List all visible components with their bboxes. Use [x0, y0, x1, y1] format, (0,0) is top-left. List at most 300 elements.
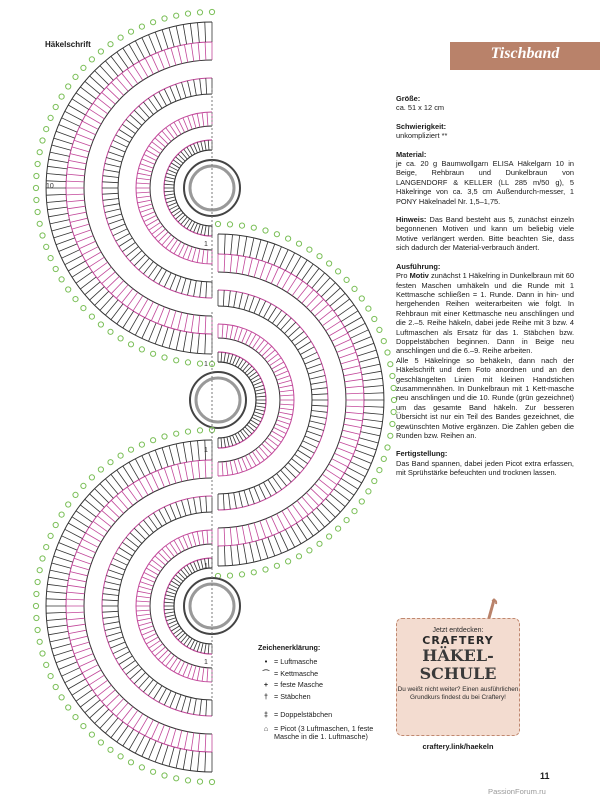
- picot-mark: [209, 9, 214, 14]
- picot-mark: [108, 329, 113, 334]
- stitch-mark: [226, 462, 228, 476]
- picot-mark: [296, 554, 301, 559]
- stitch-mark: [280, 404, 294, 405]
- stitch-mark: [254, 412, 264, 415]
- stitch-mark: [62, 668, 80, 677]
- picot-mark: [296, 241, 301, 246]
- picot-mark: [48, 533, 53, 538]
- stitch-mark: [164, 309, 170, 326]
- stitch-mark: [206, 282, 207, 298]
- legend-item-label: = Kettmasche: [274, 668, 319, 678]
- stitch-mark: [310, 421, 326, 425]
- stitch-mark: [178, 244, 184, 257]
- stitch-mark: [135, 41, 144, 59]
- stitch-mark: [52, 563, 71, 568]
- picot-mark: [307, 247, 312, 252]
- stitch-mark: [82, 665, 98, 673]
- stitch-mark: [159, 270, 167, 284]
- stitch-mark: [208, 226, 209, 236]
- stitch-mark: [68, 261, 85, 271]
- stitch-mark: [190, 751, 193, 771]
- stitch-mark: [202, 113, 204, 127]
- stitch-mark: [49, 159, 69, 162]
- picot-mark: [377, 327, 382, 332]
- picot-mark: [89, 314, 94, 319]
- craftery-promo-box[interactable]: [396, 618, 520, 736]
- size-value: ca. 51 x 12 cm: [396, 103, 445, 113]
- stitch-mark: [188, 247, 193, 260]
- picot-mark: [286, 236, 291, 241]
- stitch-mark: [169, 747, 174, 766]
- stitch-mark: [337, 346, 354, 353]
- stitch-mark: [298, 342, 312, 351]
- stitch-mark: [46, 612, 66, 613]
- stitch-mark: [144, 633, 157, 639]
- stitch-mark: [176, 26, 180, 46]
- stitch-mark: [206, 78, 207, 94]
- stitch-mark: [206, 700, 207, 716]
- promo-title-line-2: SCHULE: [419, 664, 497, 683]
- picot-mark: [174, 431, 179, 436]
- stitch-mark: [62, 250, 80, 259]
- picot-mark: [274, 232, 279, 237]
- stitch-mark: [238, 459, 243, 472]
- stitch-mark: [142, 630, 155, 635]
- stitch-mark: [242, 330, 247, 343]
- stitch-mark: [119, 238, 132, 247]
- stitch-mark: [262, 444, 272, 454]
- picot-mark: [118, 35, 123, 40]
- stitch-mark: [103, 176, 119, 178]
- stitch-mark: [142, 738, 151, 756]
- picot-mark: [59, 94, 64, 99]
- page-title: Tischband: [490, 45, 560, 62]
- stitch-mark: [250, 238, 254, 258]
- stitch-mark: [54, 556, 73, 562]
- picot-mark: [81, 483, 86, 488]
- stitch-mark: [274, 366, 287, 372]
- execution-paragraph-2: Alle 5 Häkelringe so behäkeln, dann nach der Häkelschrift und dem Foto anordnen und an den geschlängelten Linien mit kleinen Handstichen zusammennähen. In Dunkelbraun mit 1 Kett-masche neu anschlingen und die 10. Runde (grün gezeichnet) um das gesamte Band häkeln. Zur besseren Übersicht ist nur ein Teil des Bandes gezeichnet, die gewünschten Motive ergänzen. Die Zahlen geben die Runden bzw. Reihen an.: [396, 355, 574, 440]
- picot-mark: [53, 522, 58, 527]
- stitch-mark: [166, 173, 176, 176]
- stitch-mark: [155, 32, 162, 51]
- stitch-mark: [207, 112, 208, 126]
- stitch-mark: [188, 698, 192, 714]
- promo-intro: Jetzt entdecken:: [432, 627, 484, 634]
- stitch-mark: [169, 446, 174, 465]
- stitch-mark: [233, 435, 237, 444]
- stitch-mark: [49, 213, 69, 216]
- stitch-mark: [169, 166, 178, 171]
- stitch-mark: [239, 293, 243, 309]
- picot-mark: [162, 16, 167, 21]
- stitch-mark: [151, 722, 159, 738]
- picot-mark: [139, 442, 144, 447]
- stitch-mark: [69, 212, 87, 215]
- stitch-mark: [93, 103, 108, 114]
- stitch-mark: [171, 729, 176, 746]
- material-label: Material:: [396, 149, 427, 159]
- stitch-mark: [154, 268, 163, 282]
- stitch-mark: [262, 346, 272, 356]
- hint-text: Das Band besteht aus 5, zunächst einzeln begonnenen Motiven und kann um beliebig viele Motive verlängert werden. Bitte beachten Sie, dass sich dadurch der Material-verbrauch ändert.: [396, 215, 574, 253]
- picot-mark: [40, 651, 45, 656]
- stitch-mark: [248, 258, 252, 276]
- stitch-mark: [165, 194, 175, 196]
- stitch-mark: [190, 23, 193, 43]
- stitch-mark: [110, 642, 125, 648]
- stitch-mark: [171, 311, 176, 328]
- stitch-mark: [346, 393, 364, 394]
- stitch-mark: [248, 524, 252, 542]
- stitch-mark: [102, 600, 118, 601]
- stitch-mark: [363, 419, 383, 422]
- stitch-mark: [308, 426, 323, 431]
- stitch-mark: [139, 168, 153, 172]
- stitch-mark: [139, 299, 148, 315]
- stitch-mark: [47, 207, 67, 210]
- stitch-mark: [190, 333, 193, 353]
- stitch-mark: [279, 412, 293, 415]
- stitch-mark: [184, 463, 187, 481]
- stitch-mark: [224, 438, 226, 448]
- picot-mark: [53, 684, 58, 689]
- stitch-mark: [62, 536, 80, 545]
- stitch-mark: [357, 350, 376, 356]
- picot-mark: [34, 197, 39, 202]
- stitch-mark: [280, 532, 289, 550]
- stitch-mark: [170, 504, 176, 519]
- picot-mark: [59, 512, 64, 517]
- picot-mark: [108, 747, 113, 752]
- stitch-mark: [254, 298, 260, 313]
- stitch-mark: [280, 408, 294, 410]
- legend-item-label: = Doppelstäbchen: [274, 709, 333, 719]
- stitch-mark: [353, 337, 372, 345]
- stitch-mark: [198, 43, 200, 61]
- stitch-mark: [68, 679, 85, 689]
- stitch-mark: [145, 302, 153, 318]
- stitch-mark: [345, 412, 363, 414]
- stitch-mark: [82, 539, 98, 547]
- stitch-mark: [183, 536, 188, 549]
- stitch-mark: [72, 224, 89, 229]
- stitch-mark: [311, 388, 327, 390]
- stitch-mark: [176, 84, 181, 99]
- stitch-mark: [230, 326, 233, 340]
- picot-mark: [381, 456, 386, 461]
- picot-mark: [73, 492, 78, 497]
- double-crochet-symbol-icon: †: [264, 692, 268, 702]
- stitch-mark: [74, 230, 91, 236]
- picot-mark: [372, 316, 377, 321]
- picot-mark: [197, 361, 202, 366]
- picot-mark: [359, 296, 364, 301]
- stitch-mark: [54, 138, 73, 144]
- stitch-mark: [165, 181, 175, 183]
- stitch-mark: [165, 612, 175, 614]
- stitch-mark: [127, 487, 138, 502]
- stitch-mark: [348, 323, 366, 332]
- stitch-mark: [205, 316, 206, 334]
- picot-mark: [128, 29, 133, 34]
- stitch-mark: [162, 327, 168, 346]
- stitch-mark: [259, 485, 266, 499]
- stitch-mark: [234, 460, 238, 474]
- stitch-mark: [221, 438, 222, 448]
- stitch-mark: [207, 668, 208, 682]
- chain-symbol-icon: •: [264, 656, 268, 666]
- stitch-mark: [198, 733, 200, 751]
- stitch-mark: [104, 170, 120, 173]
- stitch-mark: [201, 559, 203, 569]
- stitch-mark: [68, 624, 86, 627]
- picot-mark: [48, 115, 53, 120]
- stitch-mark: [65, 673, 83, 682]
- stitch-mark: [359, 357, 378, 362]
- stitch-mark: [49, 577, 69, 580]
- stitch-mark: [93, 262, 108, 273]
- picot-mark: [40, 138, 45, 143]
- picot-mark: [162, 355, 167, 360]
- stitch-mark: [67, 592, 85, 594]
- picot-mark: [197, 10, 202, 15]
- picot-mark: [390, 373, 395, 378]
- stitch-mark: [262, 539, 268, 558]
- picot-mark: [48, 256, 53, 261]
- stitch-mark: [69, 630, 87, 633]
- legend-title: Zeichenerklärung:: [258, 643, 321, 652]
- stitch-mark: [102, 193, 118, 194]
- stitch-mark: [127, 710, 138, 725]
- stitch-mark: [159, 510, 167, 524]
- stitch-mark: [127, 69, 138, 84]
- picot-mark: [359, 499, 364, 504]
- stitch-mark: [142, 577, 155, 582]
- stitch-mark: [224, 254, 225, 272]
- stitch-mark: [77, 134, 94, 141]
- stitch-mark: [165, 177, 175, 179]
- stitch-mark: [205, 752, 206, 772]
- stitch-mark: [129, 462, 139, 479]
- stitch-mark: [243, 544, 246, 564]
- stitch-mark: [70, 572, 88, 576]
- stitch-mark: [236, 527, 239, 545]
- picot-mark: [327, 261, 332, 266]
- stitch-mark: [79, 127, 95, 135]
- instructions-column: [396, 94, 574, 478]
- picot-mark: [336, 269, 341, 274]
- stitch-mark: [165, 599, 175, 601]
- stitch-mark: [166, 200, 176, 203]
- picot-mark: [118, 754, 123, 759]
- stitch-mark: [254, 385, 264, 388]
- stitch-mark: [183, 332, 186, 352]
- round-number-label: 1: [204, 241, 208, 248]
- stitch-mark: [105, 582, 121, 586]
- slip-stitch-symbol-icon: ⌒: [262, 668, 270, 678]
- stitch-mark: [56, 131, 75, 138]
- stitch-mark: [245, 332, 251, 345]
- stitch-mark: [144, 572, 157, 578]
- stitch-mark: [164, 89, 171, 103]
- stitch-mark: [113, 558, 127, 565]
- stitch-mark: [86, 252, 102, 261]
- stitch-mark: [254, 487, 260, 502]
- stitch-mark: [136, 192, 150, 193]
- stitch-mark: [191, 733, 194, 751]
- stitch-mark: [170, 693, 176, 708]
- stitch-mark: [200, 79, 202, 95]
- picot-mark: [35, 579, 40, 584]
- picot-mark: [108, 42, 113, 47]
- picot-mark: [40, 556, 45, 561]
- stitch-mark: [227, 437, 229, 447]
- picot-mark: [81, 306, 86, 311]
- stitch-mark: [149, 453, 157, 472]
- stitch-mark: [345, 386, 363, 388]
- stitch-mark: [350, 330, 368, 339]
- stitch-mark: [190, 563, 195, 572]
- stitch-mark: [149, 741, 157, 760]
- stitch-mark: [77, 654, 94, 661]
- stitch-mark: [262, 242, 268, 261]
- stitch-mark: [178, 120, 184, 133]
- stitch-mark: [326, 469, 341, 479]
- stitch-mark: [205, 22, 206, 42]
- stitch-mark: [136, 183, 150, 184]
- picot-mark: [34, 591, 39, 596]
- stitch-mark: [188, 534, 193, 547]
- stitch-mark: [224, 546, 225, 566]
- stitch-mark: [236, 256, 239, 274]
- stitch-mark: [129, 314, 139, 331]
- execution-motif-word: Motiv: [409, 271, 429, 281]
- stitch-mark: [136, 610, 150, 611]
- picot-symbol-icon: ⌂: [263, 723, 269, 733]
- stitch-mark: [104, 204, 120, 207]
- stitch-mark: [322, 474, 337, 485]
- stitch-mark: [68, 206, 86, 209]
- stitch-mark: [162, 448, 168, 467]
- stitch-mark: [178, 46, 182, 64]
- stitch-mark: [154, 513, 163, 527]
- stitch-mark: [357, 444, 376, 450]
- stitch-mark: [337, 448, 354, 455]
- stitch-mark: [191, 462, 194, 480]
- stitch-mark: [66, 194, 84, 195]
- stitch-mark: [206, 496, 207, 512]
- stitch-mark: [194, 223, 198, 232]
- stitch-mark: [291, 256, 301, 273]
- stitch-mark: [164, 507, 171, 521]
- stitch-mark: [54, 650, 73, 656]
- stitch-mark: [223, 290, 224, 306]
- stitch-mark: [348, 467, 366, 476]
- legend-item-treble-crochet: [258, 709, 388, 721]
- stitch-mark: [129, 44, 139, 61]
- stitch-mark: [292, 281, 303, 296]
- stitch-mark: [197, 142, 200, 152]
- stitch-mark: [133, 714, 143, 729]
- stitch-mark: [184, 314, 187, 332]
- picot-mark: [263, 567, 268, 572]
- stitch-mark: [164, 727, 170, 744]
- stitch-mark: [168, 588, 177, 592]
- stitch-mark: [62, 118, 80, 127]
- stitch-mark: [303, 441, 317, 448]
- stitch-mark: [137, 178, 151, 180]
- stitch-mark: [178, 730, 182, 748]
- stitch-mark: [346, 406, 364, 407]
- picot-mark: [66, 502, 71, 507]
- stitch-mark: [231, 545, 233, 565]
- stitch-mark: [275, 371, 288, 376]
- picot-mark: [44, 244, 49, 249]
- promo-link[interactable]: craftery.link/haekeln: [422, 742, 494, 751]
- stitch-mark: [59, 543, 78, 551]
- stitch-mark: [105, 209, 121, 213]
- stitch-mark: [74, 558, 91, 564]
- stitch-mark: [275, 424, 288, 429]
- stitch-mark: [274, 427, 287, 433]
- round-number-label: 1: [204, 361, 208, 368]
- stitch-mark: [234, 327, 238, 341]
- stitch-mark: [205, 460, 206, 478]
- picot-mark: [239, 572, 244, 577]
- stitch-mark: [86, 670, 102, 679]
- picot-mark: [185, 11, 190, 16]
- execution-text-b: zunächst 1 Häkelring in Dunkelbraun mit 60 festen Maschen umhäkeln und die Runde mit 1 Kettmasche schließen = 1. Runde. Dann in hin- und hergehenden Reihen weiterarbeiten wie folgt. In Rehbraun mit einer Kettmasche neu anschlingen und die 2.–5. Reihe häkeln, dabei jede Reihe mit 3 bzw. 4 Luftmaschen als Ersatz für das 1. Stäbchen bzw. Doppelstäbchen beginnen. Dann in Beige neu anschlingen und die 6.–9. Reihe arbeiten.: [396, 271, 574, 356]
- picot-mark: [128, 342, 133, 347]
- picot-mark: [385, 445, 390, 450]
- picot-mark: [73, 74, 78, 79]
- stitch-mark: [197, 224, 200, 234]
- stitch-mark: [359, 438, 378, 443]
- stitch-mark: [190, 441, 193, 461]
- finish-label: Fertigstellung:: [396, 449, 448, 459]
- stitch-mark: [205, 734, 206, 752]
- difficulty-label: Schwierigkeit:: [396, 121, 447, 131]
- picot-mark: [33, 603, 38, 608]
- picot-mark: [174, 13, 179, 18]
- stitch-mark: [169, 28, 174, 47]
- stitch-mark: [140, 164, 153, 169]
- stitch-mark: [77, 552, 94, 559]
- stitch-mark: [255, 389, 265, 391]
- stitch-mark: [66, 181, 84, 182]
- stitch-mark: [106, 632, 121, 637]
- difficulty-value: unkompliziert **: [396, 131, 448, 141]
- stitch-mark: [253, 382, 262, 386]
- stitch-mark: [66, 599, 84, 600]
- picot-mark: [151, 769, 156, 774]
- stitch-mark: [79, 545, 95, 553]
- stitch-mark: [242, 526, 245, 544]
- stitch-mark: [116, 135, 130, 143]
- stitch-mark: [282, 511, 291, 527]
- stitch-mark: [234, 493, 237, 509]
- stitch-mark: [344, 372, 362, 375]
- stitch-mark: [89, 257, 104, 267]
- stitch-mark: [363, 386, 383, 388]
- stitch-mark: [139, 480, 148, 496]
- treble-crochet-symbol-icon: ‡: [264, 709, 268, 719]
- stitch-mark: [197, 667, 200, 681]
- picot-mark: [118, 336, 123, 341]
- stitch-mark: [67, 174, 85, 176]
- picot-mark: [98, 467, 103, 472]
